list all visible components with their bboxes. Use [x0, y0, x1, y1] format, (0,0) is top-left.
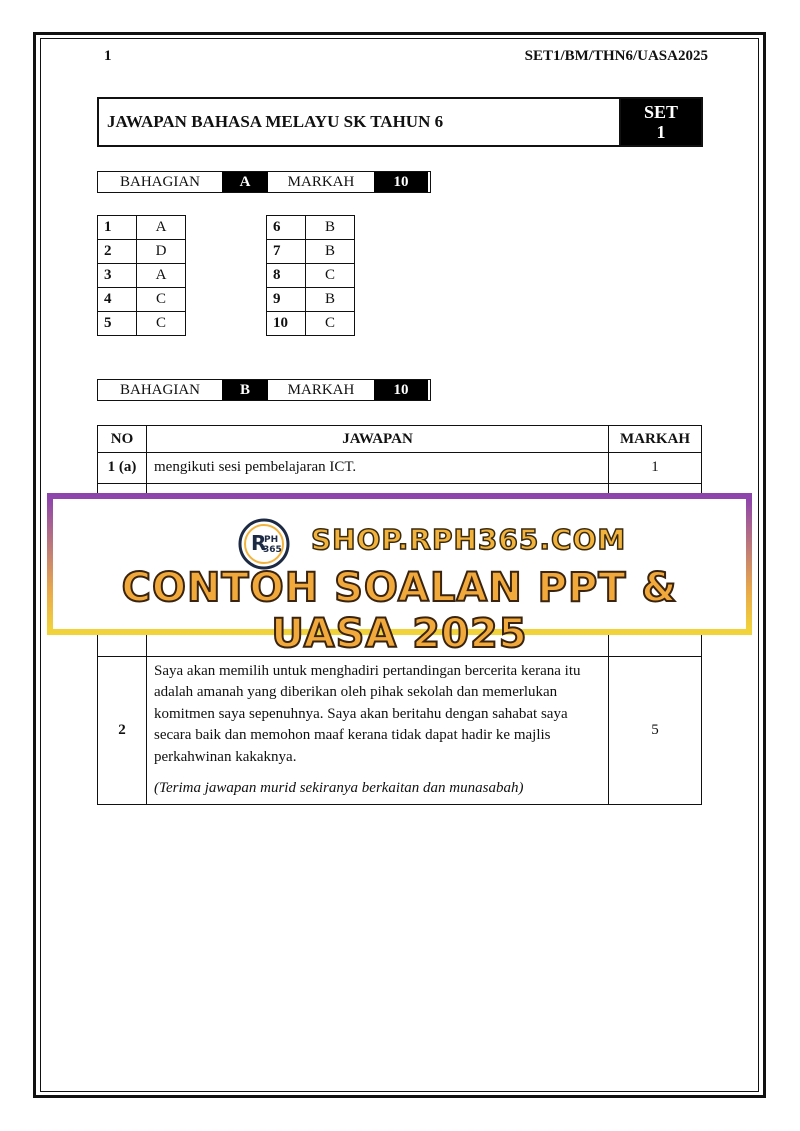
- section-b-marks-label: MARKAH: [287, 381, 355, 398]
- svg-text:R: R: [251, 531, 267, 555]
- set-badge: [621, 99, 701, 145]
- svg-text:PH: PH: [264, 535, 279, 545]
- page-number: 1: [104, 48, 112, 64]
- answer-letter: B: [306, 288, 355, 312]
- section-b-letter: B: [222, 380, 268, 400]
- answer-letter: C: [137, 288, 186, 312]
- header-marks: MARKAH: [609, 426, 702, 453]
- answer-row: [267, 312, 355, 336]
- answer-row: [267, 264, 355, 288]
- section-a-letter: A: [222, 172, 268, 192]
- table-row: [98, 453, 702, 484]
- row-answer: Saya akan memilih untuk menghadiri pertandingan bercerita kerana itu adalah amanah yang diberikan oleh pihak sekolah dan memerlukan komitmen saya sepenuhnya. Saya akan beritahu dengan sahabat saya secara baik dan memohon maaf kerana tidak dapat hadir ke majlis perkahwinan kakaknya.: [154, 662, 581, 765]
- question-number: 1: [98, 216, 137, 240]
- set-label: SET: [643, 102, 679, 122]
- document-code: SET1/BM/THN6/UASA2025: [524, 48, 708, 64]
- row-marks: 5: [609, 656, 702, 804]
- rph365-logo-icon: [237, 517, 291, 571]
- page-title: JAWAPAN BAHASA MELAYU SK TAHUN 6: [99, 99, 621, 145]
- answer-letter: B: [306, 240, 355, 264]
- answer-letter: C: [306, 312, 355, 336]
- set-number: 1: [656, 122, 666, 142]
- answer-row: [98, 312, 186, 336]
- row-number: 1 (a): [98, 453, 147, 484]
- answer-letter: C: [306, 264, 355, 288]
- table-row: [98, 656, 702, 804]
- promo-title: CONTOH SOALAN PPT & UASA 2025: [121, 565, 678, 657]
- answer-table-right: [266, 215, 355, 336]
- answer-row: [267, 288, 355, 312]
- row-answer-cell: [147, 656, 609, 804]
- promo-banner: [47, 493, 752, 657]
- answer-letter: B: [306, 216, 355, 240]
- header-no: NO: [98, 426, 147, 453]
- answer-row: [267, 240, 355, 264]
- promo-shop-url: SHOP.RPH365.COM: [311, 523, 627, 556]
- question-number: 6: [267, 216, 306, 240]
- section-b-bar: [97, 379, 431, 401]
- title-box: [97, 97, 703, 147]
- table-header-row: [98, 426, 702, 453]
- answer-row: [98, 264, 186, 288]
- question-number: 2: [98, 240, 137, 264]
- answer-row: [267, 216, 355, 240]
- question-number: 3: [98, 264, 137, 288]
- question-number: 9: [267, 288, 306, 312]
- row-number: 2: [98, 656, 147, 804]
- answer-letter: A: [137, 216, 186, 240]
- row-note: (Terima jawapan murid sekiranya berkaitan dan munasabah): [154, 780, 524, 796]
- header-answer: JAWAPAN: [147, 426, 609, 453]
- answer-row: [98, 240, 186, 264]
- answer-letter: C: [137, 312, 186, 336]
- answer-letter: D: [137, 240, 186, 264]
- section-a-bar: [97, 171, 431, 193]
- section-a-marks-label: MARKAH: [287, 173, 355, 190]
- question-number: 8: [267, 264, 306, 288]
- question-number: 10: [267, 312, 306, 336]
- section-a-label: BAHAGIAN: [120, 173, 200, 190]
- question-number: 7: [267, 240, 306, 264]
- row-marks: 1: [609, 453, 702, 484]
- question-number: 5: [98, 312, 137, 336]
- section-a-marks: 10: [374, 172, 428, 192]
- answer-row: [98, 216, 186, 240]
- section-b-marks: 10: [374, 380, 428, 400]
- answer-table-left: [97, 215, 186, 336]
- answer-row: [98, 288, 186, 312]
- answer-letter: A: [137, 264, 186, 288]
- section-b-label: BAHAGIAN: [120, 381, 200, 398]
- question-number: 4: [98, 288, 137, 312]
- row-answer: mengikuti sesi pembelajaran ICT.: [147, 453, 609, 484]
- svg-text:365: 365: [263, 545, 282, 555]
